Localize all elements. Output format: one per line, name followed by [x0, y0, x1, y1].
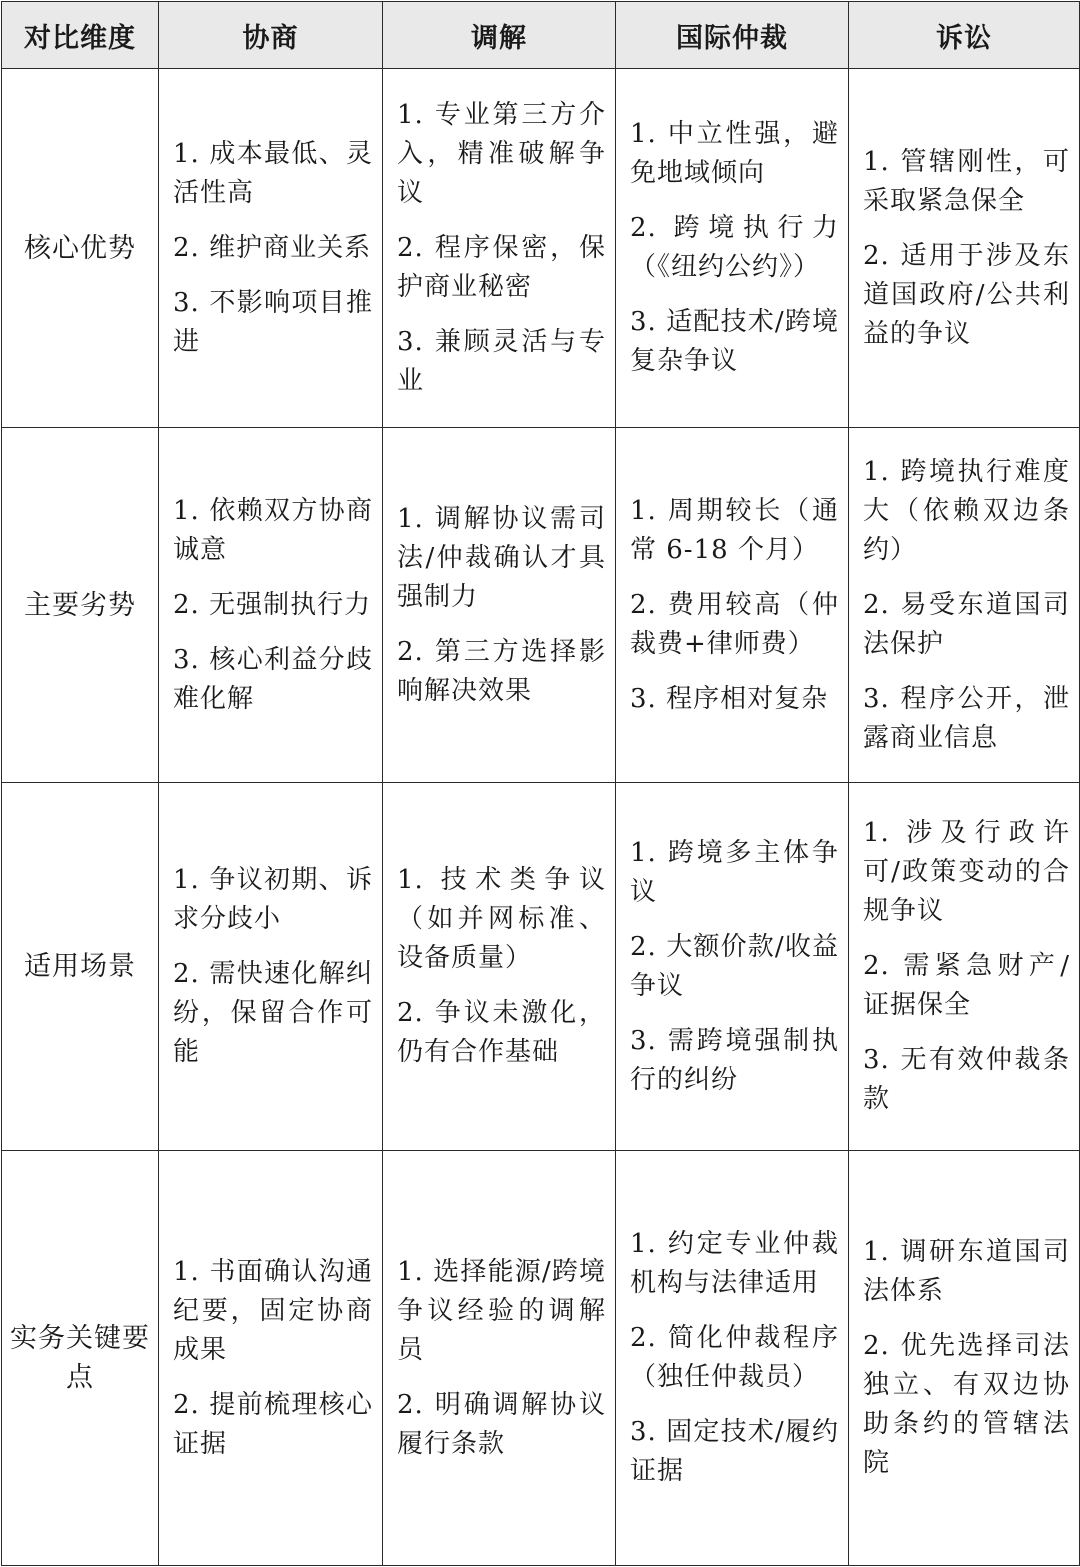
list-item: 3. 兼顾灵活与专业: [397, 326, 606, 396]
cell-international-arbitration: [616, 428, 849, 783]
list-item: 3. 不影响项目推进: [173, 287, 373, 357]
list-item: 2. 大额价款/收益争议: [630, 931, 839, 1001]
list-item: 1. 涉及行政许可/政策变动的合规争议: [863, 818, 1070, 926]
header-dimension: 对比维度: [2, 2, 159, 69]
list-item: 3. 核心利益分歧难化解: [173, 644, 373, 714]
list-item: 2. 跨境执行力（《纽约公约》）: [630, 213, 839, 282]
list-item: 2. 程序保密，保护商业秘密: [397, 232, 606, 302]
list-item: 1. 跨境多主体争议: [630, 837, 839, 907]
header-mediation: 调解: [383, 2, 616, 69]
header-international-arbitration: 国际仲裁: [616, 2, 849, 69]
table-body: [2, 69, 1080, 1566]
list-item: 1. 周期较长（通常 6-18 个月）: [630, 495, 839, 565]
list-item: 1. 调研东道国司法体系: [863, 1237, 1070, 1306]
cell-international-arbitration: [616, 69, 849, 428]
list-item: 2. 需快速化解纠纷，保留合作可能: [173, 959, 373, 1067]
list-item: 1. 选择能源/跨境争议经验的调解员: [397, 1256, 606, 1365]
cell-negotiation: [159, 69, 383, 428]
list-item: 2. 维护商业关系: [173, 232, 372, 263]
comparison-table-wrapper: [1, 1, 1079, 1565]
cell-mediation: [383, 1151, 616, 1566]
list-item: 1. 专业第三方介入，精准破解争议: [397, 99, 606, 208]
cell-negotiation: [159, 783, 383, 1151]
header-row: [2, 2, 1080, 69]
list-item: 3. 程序公开，泄露商业信息: [863, 683, 1070, 753]
cell-mediation: [383, 428, 616, 783]
cell-negotiation: [159, 1151, 383, 1566]
dispute-resolution-comparison-table: [1, 1, 1080, 1566]
cell-negotiation: [159, 428, 383, 783]
row-dimension-label: 核心优势: [2, 69, 159, 428]
row-dimension-label: 适用场景: [2, 783, 159, 1151]
list-item: 1. 技术类争议（如并网标准、设备质量）: [397, 865, 606, 973]
list-item: 1. 约定专业仲裁机构与法律适用: [630, 1229, 839, 1298]
cell-litigation: [849, 69, 1080, 428]
row-dimension-label: 实务关键要点: [2, 1151, 159, 1566]
list-item: 2. 提前梳理核心证据: [173, 1389, 373, 1459]
cell-litigation: [849, 1151, 1080, 1566]
header-litigation: 诉讼: [849, 2, 1080, 69]
list-item: 1. 跨境执行难度大（依赖双边条约）: [863, 456, 1070, 565]
cell-litigation: [849, 783, 1080, 1151]
list-item: 1. 依赖双方协商诚意: [173, 495, 373, 565]
list-item: 1. 调解协议需司法/仲裁确认才具强制力: [397, 503, 606, 612]
list-item: 1. 书面确认沟通纪要，固定协商成果: [173, 1256, 373, 1365]
cell-mediation: [383, 69, 616, 428]
list-item: 2. 易受东道国司法保护: [863, 589, 1070, 659]
row-dimension-label: 主要劣势: [2, 428, 159, 783]
list-item: 3. 无有效仲裁条款: [863, 1045, 1070, 1114]
list-item: 1. 成本最低、灵活性高: [173, 138, 373, 208]
list-item: 1. 中立性强，避免地域倾向: [630, 119, 839, 188]
list-item: 3. 固定技术/履约证据: [630, 1417, 839, 1486]
list-item: 2. 简化仲裁程序（独任仲裁员）: [630, 1323, 839, 1392]
header-negotiation: 协商: [159, 2, 383, 69]
table-row: [2, 1151, 1080, 1566]
list-item: 1. 争议初期、诉求分歧小: [173, 865, 373, 934]
cell-international-arbitration: [616, 1151, 849, 1566]
list-item: 3. 需跨境强制执行的纠纷: [630, 1025, 839, 1095]
table-header: [2, 2, 1080, 69]
list-item: 3. 适配技术/跨境复杂争议: [630, 307, 839, 376]
table-row: [2, 783, 1080, 1151]
list-item: 2. 费用较高（仲裁费+律师费）: [630, 589, 839, 659]
cell-litigation: [849, 428, 1080, 783]
list-item: 2. 适用于涉及东道国政府/公共利益的争议: [863, 240, 1070, 349]
table-row: [2, 428, 1080, 783]
cell-international-arbitration: [616, 783, 849, 1151]
list-item: 1. 管辖刚性，可采取紧急保全: [863, 146, 1070, 216]
list-item: 2. 明确调解协议履行条款: [397, 1389, 606, 1459]
list-item: 2. 需紧急财产/证据保全: [863, 951, 1070, 1020]
list-item: 2. 优先选择司法独立、有双边协助条约的管辖法院: [863, 1331, 1070, 1478]
cell-mediation: [383, 783, 616, 1151]
list-item: 2. 无强制执行力: [173, 589, 372, 620]
list-item: 2. 第三方选择影响解决效果: [397, 636, 606, 706]
list-item: 2. 争议未激化，仍有合作基础: [397, 998, 606, 1067]
list-item: 3. 程序相对复杂: [630, 683, 829, 714]
table-row: [2, 69, 1080, 428]
